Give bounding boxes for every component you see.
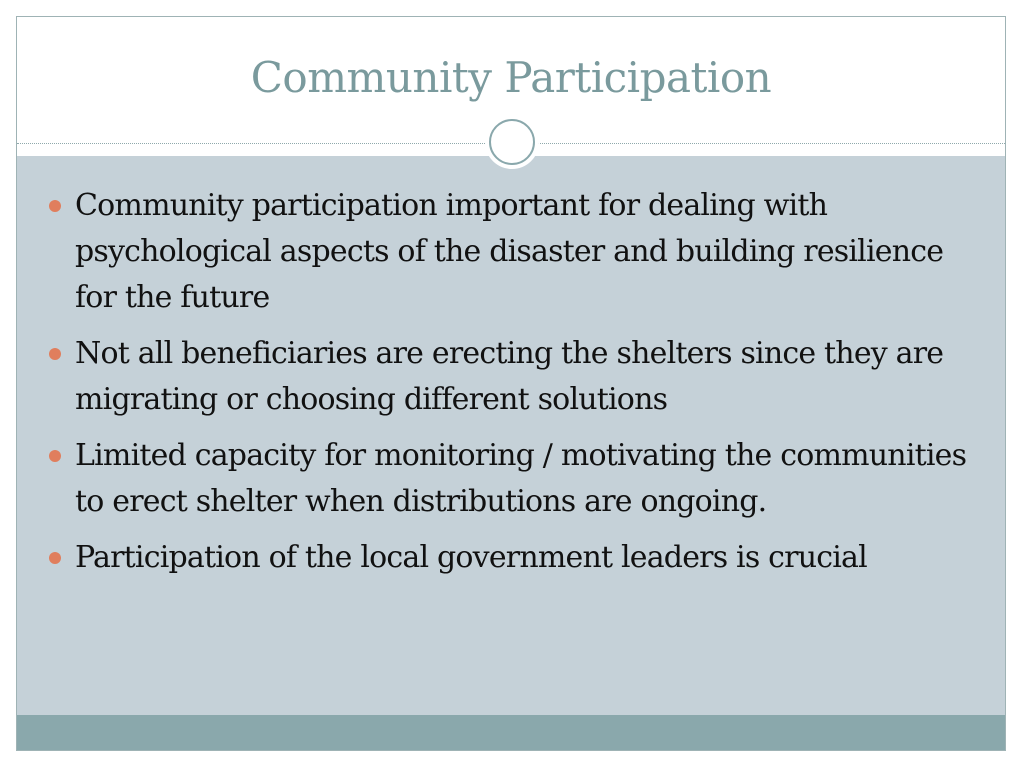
bullet-item (47, 183, 977, 321)
bullet-dot-icon (49, 450, 61, 462)
bullet-dot-icon (49, 348, 61, 360)
bullet-list (47, 183, 977, 591)
footer-band (17, 715, 1005, 750)
bullet-text: Community participation important for dealing with psychological aspects of the disaster and building resilience for the future (75, 188, 944, 315)
bullet-text: Participation of the local government leaders is crucial (75, 540, 867, 575)
circle-ornament-icon (485, 115, 539, 169)
bullet-text: Limited capacity for monitoring / motivating the communities to erect shelter when distributions are ongoing. (75, 438, 967, 519)
bullet-dot-icon (49, 552, 61, 564)
slide-title: Community Participation (250, 53, 772, 102)
bullet-text: Not all beneficiaries are erecting the shelters since they are migrating or choosing different solutions (75, 336, 944, 417)
bullet-item (47, 535, 977, 581)
bullet-dot-icon (49, 200, 61, 212)
bullet-item (47, 433, 977, 525)
slide (16, 16, 1006, 751)
bullet-item (47, 331, 977, 423)
